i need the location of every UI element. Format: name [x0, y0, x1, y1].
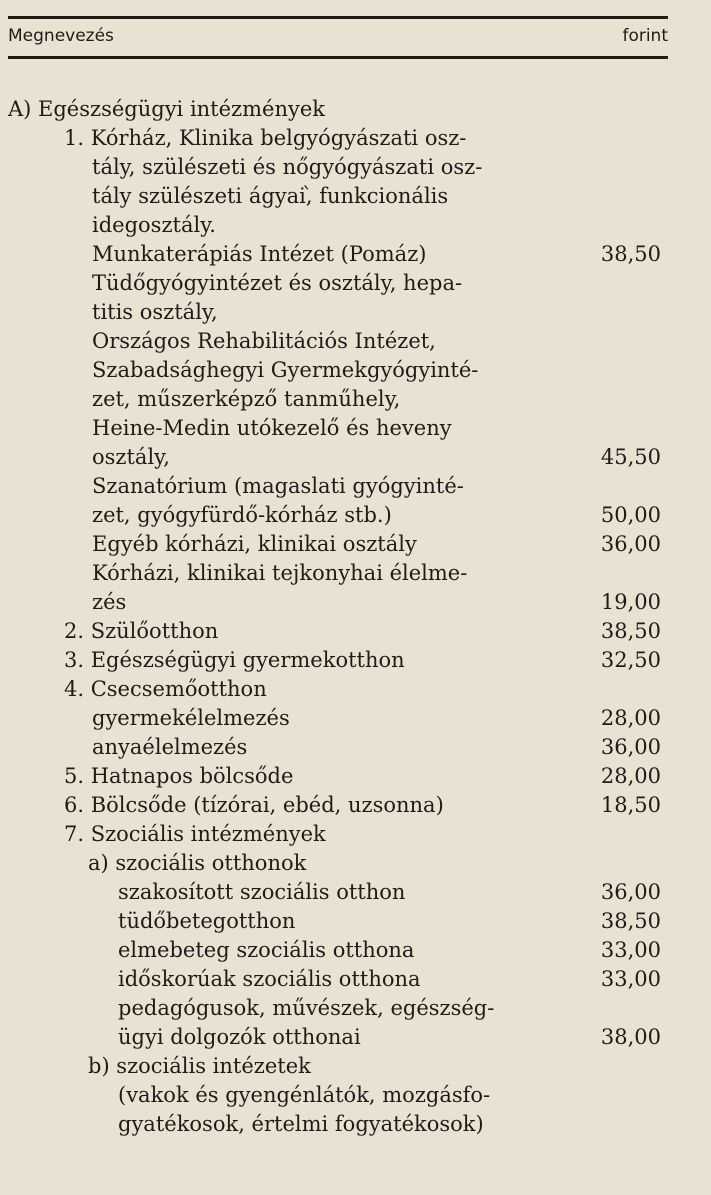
item-price: 36,00	[600, 735, 661, 759]
item-text: gyatékosok, értelmi fogyatékosok)	[118, 1112, 484, 1136]
list-item	[0, 965, 711, 994]
item-text: zet, műszerképző tanműhely,	[92, 387, 401, 411]
section-title: A) Egészségügyi intézmények	[8, 97, 325, 121]
item-text: ügyi dolgozók otthonai	[118, 1025, 361, 1049]
item-price: 38,50	[600, 242, 661, 266]
list-item	[0, 153, 711, 182]
header-rule	[8, 56, 668, 59]
item-text: (vakok és gyengénlátók, mozgásfo-	[118, 1083, 491, 1107]
list-item	[0, 501, 711, 530]
list-item	[0, 182, 711, 211]
item-price: 28,00	[600, 764, 661, 788]
list-item	[0, 269, 711, 298]
price-list	[0, 95, 711, 1139]
item-text: 2. Szülőotthon	[64, 619, 219, 643]
item-text: Szabadsághegyi Gyermekgyógyinté-	[92, 358, 479, 382]
item-text: Tüdőgyógyintézet és osztály, hepa-	[92, 271, 463, 295]
header-name-column: Megnevezés	[8, 26, 114, 46]
item-text: 4. Csecsemőotthon	[64, 677, 267, 701]
item-price: 45,50	[600, 445, 661, 469]
item-text: Szanatórium (magaslati gyógyinté-	[92, 474, 464, 498]
item-price: 19,00	[600, 590, 661, 614]
item-text: Országos Rehabilitációs Intézet,	[92, 329, 436, 353]
list-item	[0, 559, 711, 588]
item-text: tüdőbetegotthon	[118, 909, 296, 933]
item-text: tály, szülészeti és nőgyógyászati osz-	[92, 155, 483, 179]
item-text: 3. Egészségügyi gyermekotthon	[64, 648, 405, 672]
list-item	[0, 327, 711, 356]
item-price: 38,00	[600, 1025, 661, 1049]
item-text: titis osztály,	[92, 300, 218, 324]
list-item	[0, 675, 711, 704]
top-rule	[8, 16, 668, 19]
item-text: pedagógusok, művészek, egészség-	[118, 996, 495, 1020]
list-item	[0, 472, 711, 501]
list-item	[0, 240, 711, 269]
price-rows	[0, 124, 711, 1139]
item-text: Kórházi, klinikai tejkonyhai élelme-	[92, 561, 468, 585]
list-item	[0, 849, 711, 878]
item-price: 33,00	[600, 938, 661, 962]
item-text: osztály,	[92, 445, 170, 469]
list-item	[0, 762, 711, 791]
list-item	[0, 704, 711, 733]
list-item	[0, 443, 711, 472]
list-item	[0, 1110, 711, 1139]
item-price: 32,50	[600, 648, 661, 672]
item-text: zet, gyógyfürdő-kórház stb.)	[92, 503, 392, 527]
list-item	[0, 356, 711, 385]
item-text: gyermekélelmezés	[92, 706, 290, 730]
item-price: 28,00	[600, 706, 661, 730]
item-text: Heine-Medin utókezelő és heveny	[92, 416, 452, 440]
item-text: b) szociális intézetek	[88, 1054, 311, 1078]
list-item	[0, 820, 711, 849]
item-text: idegosztály.	[92, 213, 216, 237]
list-item	[0, 385, 711, 414]
section-title-line	[0, 95, 711, 124]
list-item	[0, 936, 711, 965]
list-item	[0, 1023, 711, 1052]
item-text: 1. Kórház, Klinika belgyógyászati osz-	[64, 126, 467, 150]
list-item	[0, 994, 711, 1023]
item-price: 18,50	[600, 793, 661, 817]
item-price: 36,00	[600, 880, 661, 904]
item-price: 36,00	[600, 532, 661, 556]
item-text: Munkaterápiás Intézet (Pomáz)	[92, 242, 427, 266]
item-text: szakosított szociális otthon	[118, 880, 406, 904]
item-text: a) szociális otthonok	[88, 851, 307, 875]
list-item	[0, 211, 711, 240]
item-price: 38,50	[600, 619, 661, 643]
list-item	[0, 298, 711, 327]
list-item	[0, 878, 711, 907]
list-item	[0, 791, 711, 820]
list-item	[0, 588, 711, 617]
header-price-column: forint	[622, 26, 668, 46]
item-text: anyaélelmezés	[92, 735, 248, 759]
item-text: elmebeteg szociális otthona	[118, 938, 415, 962]
list-item	[0, 617, 711, 646]
list-item	[0, 646, 711, 675]
list-item	[0, 1052, 711, 1081]
item-text: zés	[92, 590, 127, 614]
item-text: tály szülészeti ágyai,̀ funkcionális	[92, 184, 449, 208]
item-text: Egyéb kórházi, klinikai osztály	[92, 532, 417, 556]
item-text: 5. Hatnapos bölcsőde	[64, 764, 294, 788]
item-text: 6. Bölcsőde (tízórai, ebéd, uzsonna)	[64, 793, 444, 817]
list-item	[0, 414, 711, 443]
item-price: 33,00	[600, 967, 661, 991]
list-item	[0, 530, 711, 559]
item-text: időskorúak szociális otthona	[118, 967, 421, 991]
list-item	[0, 907, 711, 936]
list-item	[0, 733, 711, 762]
list-item	[0, 1081, 711, 1110]
list-item	[0, 124, 711, 153]
item-price: 50,00	[600, 503, 661, 527]
item-price: 38,50	[600, 909, 661, 933]
item-text: 7. Szociális intézmények	[64, 822, 326, 846]
